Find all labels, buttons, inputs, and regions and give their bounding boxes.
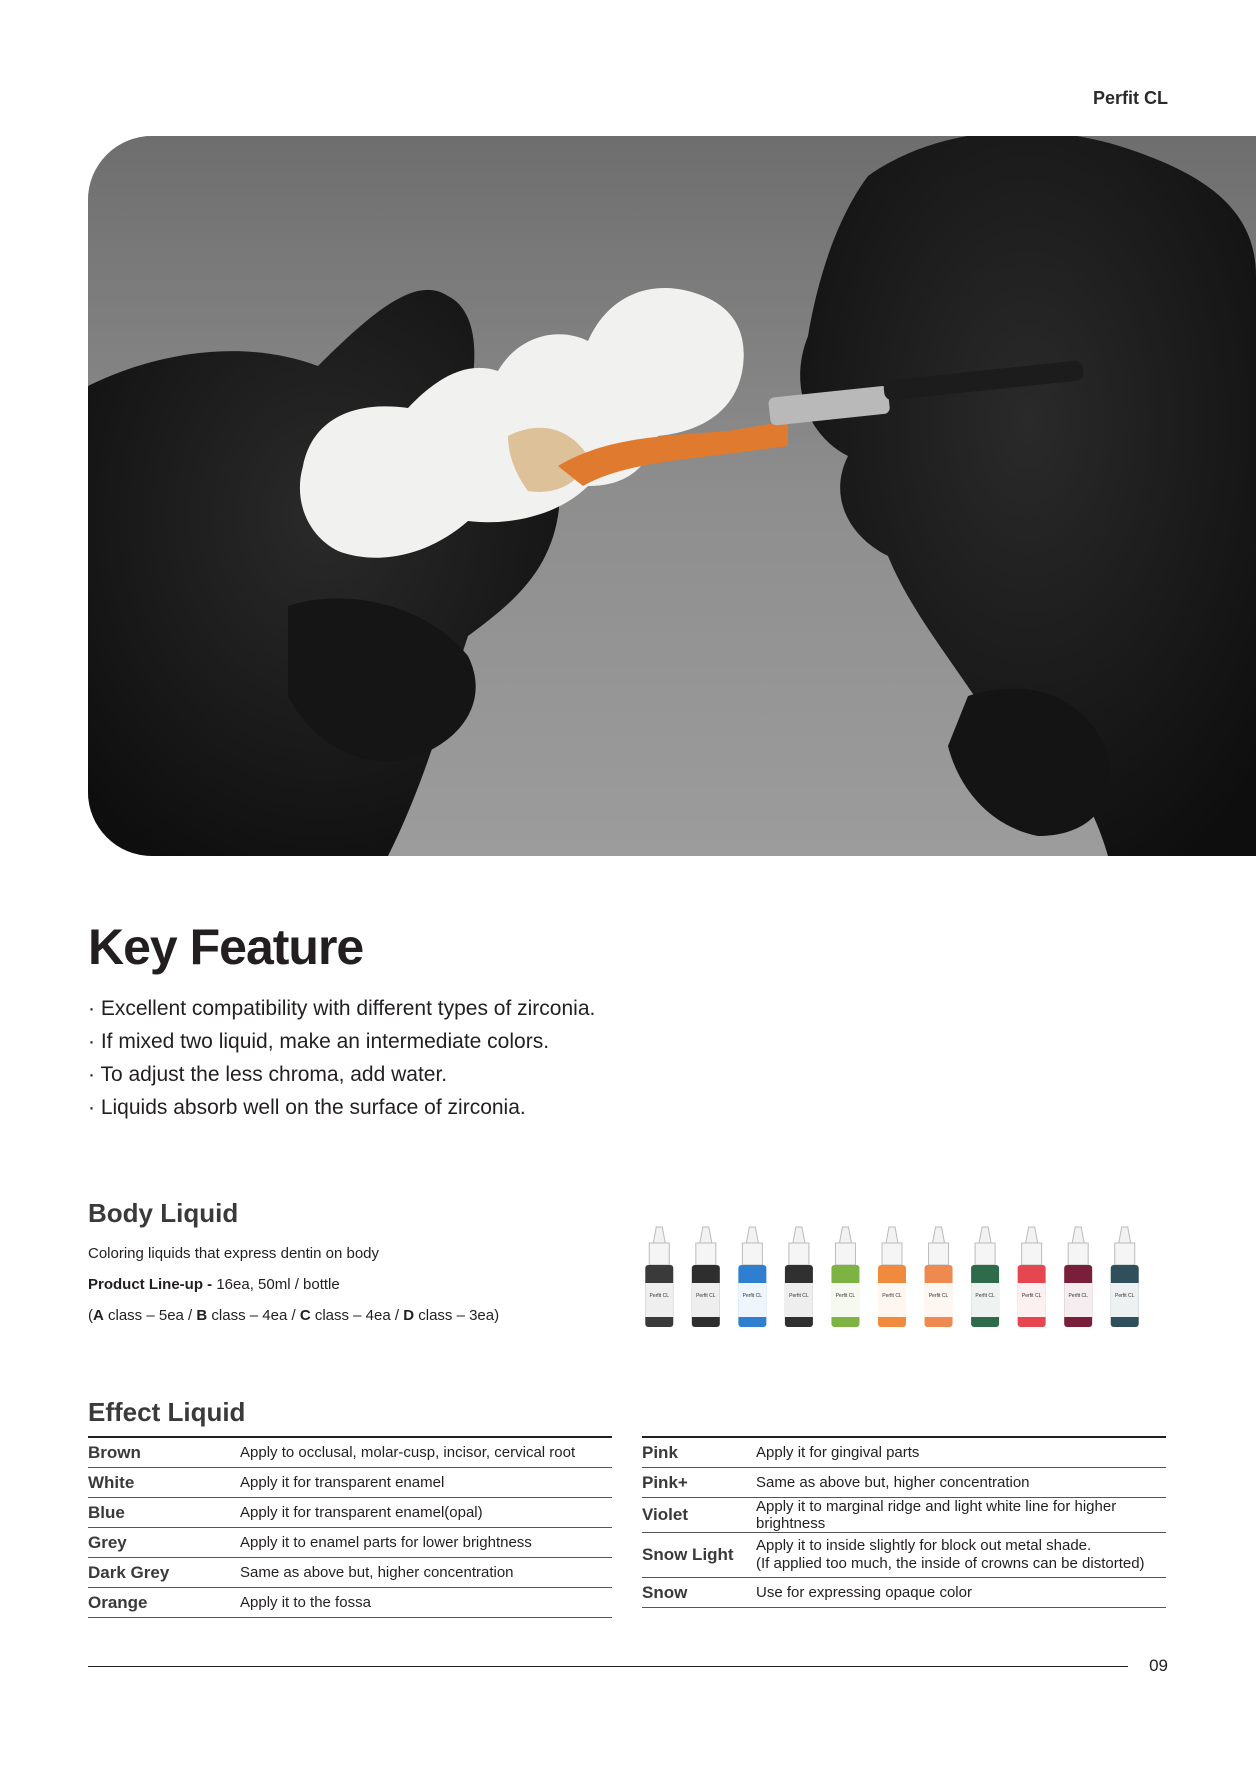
effect-description: Apply it to enamel parts for lower brightness: [240, 1528, 612, 1558]
effect-name: Pink+: [642, 1468, 756, 1498]
table-row: [88, 1558, 612, 1588]
table-row: [642, 1438, 1166, 1468]
effect-table-right: [642, 1438, 1166, 1608]
effect-description: Use for expressing opaque color: [756, 1578, 1166, 1608]
bottle-icon: [738, 1227, 766, 1327]
effect-description: Apply it for gingival parts: [756, 1438, 1166, 1468]
effect-name: Blue: [88, 1498, 240, 1528]
class-d-label: D: [403, 1307, 415, 1324]
key-feature-title: Key Feature: [88, 919, 364, 975]
feature-item: · Liquids absorb well on the surface of zirconia.: [88, 1091, 595, 1124]
feature-item: · Excellent compatibility with different types of zirconia.: [88, 992, 595, 1025]
effect-description: Apply it to marginal ridge and light white line for higher brightness: [756, 1498, 1166, 1533]
footer-rule: [88, 1666, 1128, 1667]
effect-name: Snow Light: [642, 1533, 756, 1578]
effect-description: [756, 1533, 1166, 1578]
table-row: [88, 1498, 612, 1528]
class-a-label: A: [93, 1307, 104, 1324]
effect-name: Snow: [642, 1578, 756, 1608]
effect-description: Apply it to the fossa: [240, 1588, 612, 1618]
bottle-icon: [831, 1227, 859, 1327]
bottle-label: Perfit CL: [835, 1293, 856, 1299]
bottle-icon: [925, 1227, 953, 1327]
effect-description: Same as above but, higher concentration: [756, 1468, 1166, 1498]
bottle-icon: [1111, 1227, 1139, 1327]
bottle-label: Perfit CL: [882, 1293, 902, 1299]
table-row: [642, 1578, 1166, 1608]
lineup-label: Product Line-up -: [88, 1276, 213, 1293]
effect-description: Apply to occlusal, molar-cusp, incisor, cervical root: [240, 1438, 612, 1468]
feature-item: · To adjust the less chroma, add water.: [88, 1058, 595, 1091]
page-number: 09: [1149, 1656, 1168, 1675]
effect-description: Same as above but, higher concentration: [240, 1558, 612, 1588]
table-row: [88, 1528, 612, 1558]
bottle-label: Perfit CL: [1115, 1293, 1135, 1299]
effect-description: Apply it for transparent enamel(opal): [240, 1498, 612, 1528]
effect-name: Brown: [88, 1438, 240, 1468]
effect-name: Violet: [642, 1498, 756, 1533]
table-row: [88, 1468, 612, 1498]
key-feature-list: [88, 992, 595, 1124]
table-row: [642, 1468, 1166, 1498]
bottle-label: Perfit CL: [975, 1293, 995, 1299]
bottle-label: Perfit CL: [696, 1293, 716, 1299]
bottle-icon: [1064, 1227, 1092, 1327]
bottle-label: Perfit CL: [742, 1293, 763, 1299]
bottle-lineup-image: [636, 1225, 1148, 1333]
class-d-count: class – 3ea): [414, 1307, 500, 1324]
bottle-label: Perfit CL: [649, 1293, 669, 1299]
class-c-count: class – 4ea /: [310, 1307, 404, 1324]
bottle-icon: [692, 1227, 720, 1327]
bottle-label: Perfit CL: [789, 1293, 809, 1299]
bottle-label: Perfit CL: [1068, 1293, 1088, 1299]
bottle-icon: [1018, 1227, 1046, 1327]
effect-description-line: Apply it to inside slightly for block out metal shade.: [756, 1537, 1092, 1554]
bottle-icon: [971, 1227, 999, 1327]
effect-name: Orange: [88, 1588, 240, 1618]
bottle-label: Perfit CL: [1021, 1293, 1042, 1299]
effect-description: Apply it for transparent enamel: [240, 1468, 612, 1498]
table-row: [88, 1438, 612, 1468]
effect-name: Pink: [642, 1438, 756, 1468]
hero-photo: [88, 136, 1256, 856]
body-liquid-title: Body Liquid: [88, 1198, 239, 1228]
table-row: [88, 1588, 612, 1618]
product-lineup: [88, 1269, 499, 1300]
body-liquid-subtitle: Coloring liquids that express dentin on body: [88, 1245, 380, 1262]
effect-name: Dark Grey: [88, 1558, 240, 1588]
table-row: [642, 1533, 1166, 1578]
bottle-icon: [645, 1227, 673, 1327]
bottle-icon: [785, 1227, 813, 1327]
bottle-icon: [878, 1227, 906, 1327]
class-c-label: C: [299, 1307, 311, 1324]
effect-description-note: (If applied too much, the inside of crowns can be distorted): [756, 1555, 1145, 1572]
hero-illustration: [88, 136, 1256, 856]
bottle-label: Perfit CL: [928, 1293, 949, 1299]
class-b-count: class – 4ea /: [207, 1307, 300, 1324]
effect-table-left: [88, 1438, 612, 1618]
table-row: [642, 1498, 1166, 1533]
class-breakdown: (A class – 5ea / B class – 4ea / C class – 4ea / D class – 3ea): [88, 1307, 500, 1324]
class-a-count: class – 5ea /: [103, 1307, 197, 1324]
effect-name: White: [88, 1468, 240, 1498]
lineup-value: 16ea, 50ml / bottle: [212, 1276, 340, 1293]
body-liquid-description: [88, 1238, 499, 1331]
feature-item: · If mixed two liquid, make an intermediate colors.: [88, 1025, 595, 1058]
effect-liquid-title: Effect Liquid: [88, 1397, 246, 1427]
brand-name: Perfit CL: [1092, 88, 1168, 108]
class-b-label: B: [196, 1307, 208, 1324]
effect-name: Grey: [88, 1528, 240, 1558]
